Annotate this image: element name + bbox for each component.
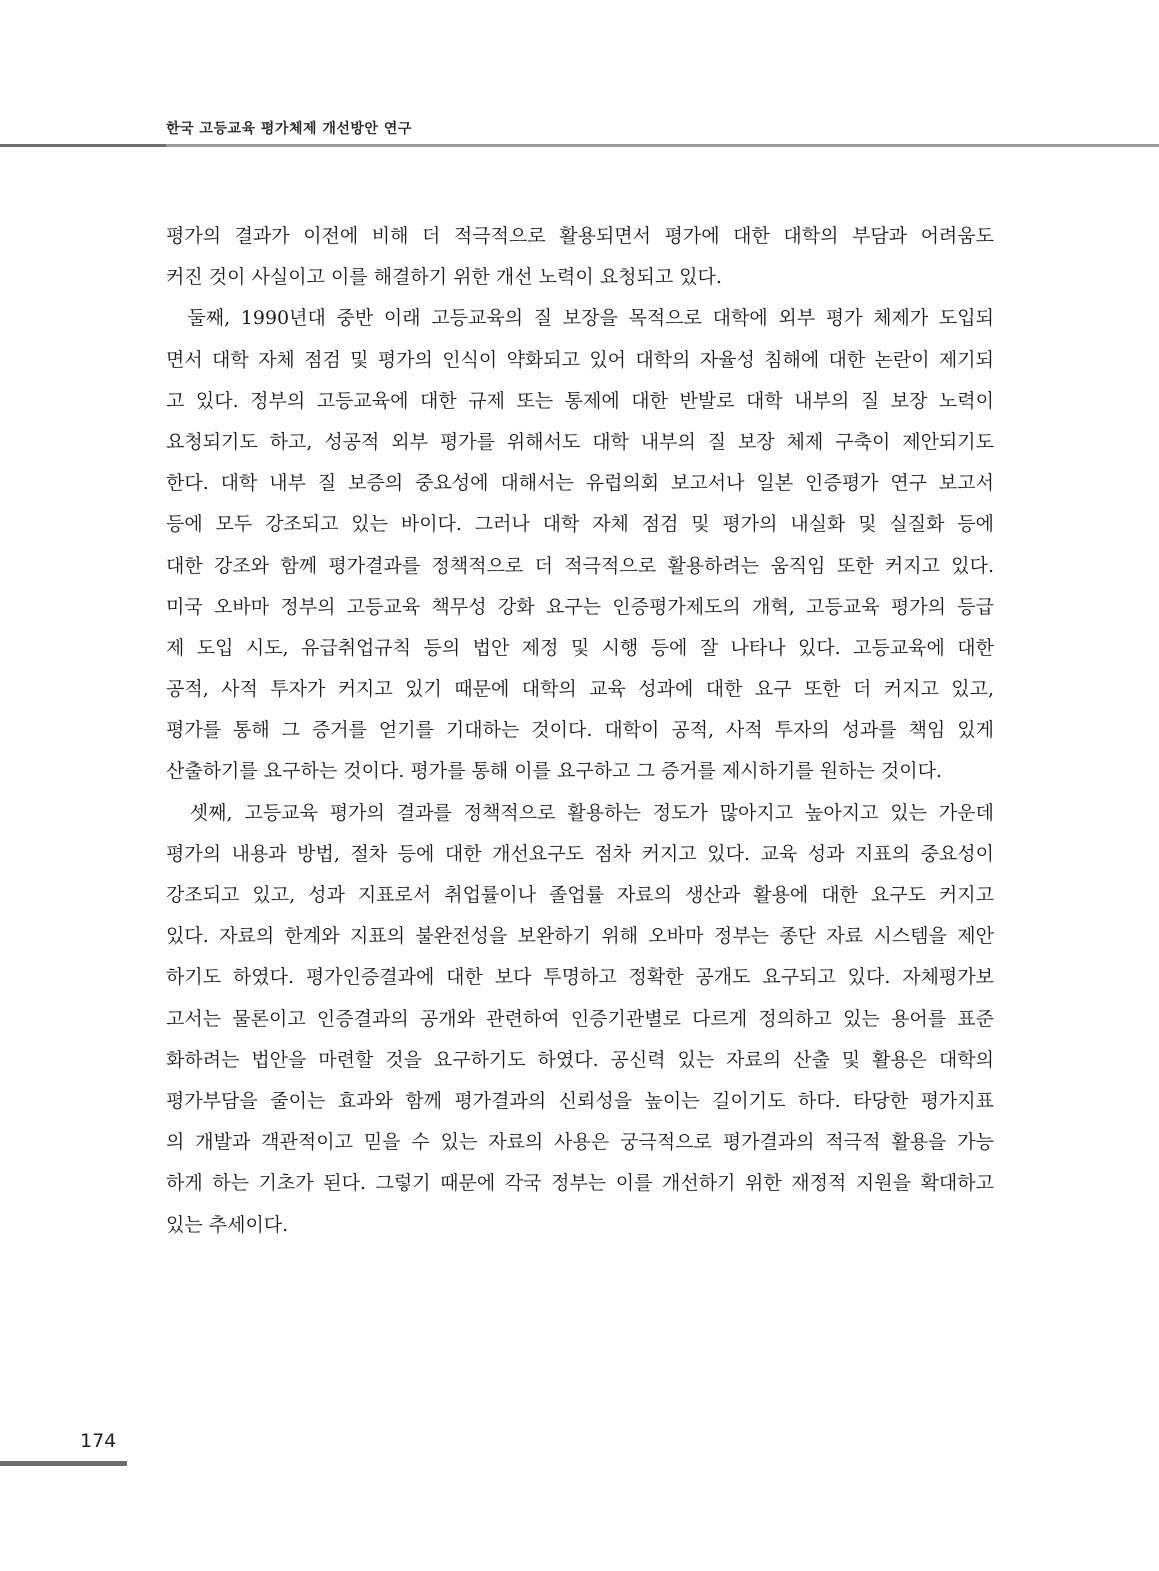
header-rule-accent: [0, 144, 166, 147]
body-text: [166, 216, 994, 1246]
text-line: 평가부담을 줄이는 효과와 함께 평가결과의 신뢰성을 높이는 길이기도 하다. 타당한 평가지표: [166, 1089, 994, 1112]
header-rule: [0, 144, 1159, 147]
text-line: 평가를 통해 그 증거를 얻기를 기대하는 것이다. 대학이 공적, 사적 투자의 성과를 책임 있게: [166, 719, 994, 742]
text-line: 고서는 물론이고 인증결과의 공개와 관련하여 인증기관별로 다르게 정의하고 있는 용어를 표준: [166, 1007, 994, 1030]
text-line: 의 개발과 객관적이고 믿을 수 있는 자료의 사용은 궁극적으로 평가결과의 적극적 활용을 가능: [166, 1131, 994, 1154]
text-line: 하게 하는 기초가 된다. 그렇기 때문에 각국 정부는 이를 개선하기 위한 재정적 지원을 확대하고: [166, 1172, 994, 1195]
text-line: 산출하기를 요구하는 것이다. 평가를 통해 이를 요구하고 그 증거를 제시하기를 원하는 것이다.: [166, 760, 942, 783]
text-line: 하기도 하였다. 평가인증결과에 대한 보다 투명하고 정확한 공개도 요구되고 있다. 자체평가보: [166, 966, 994, 989]
text-line: 평가의 내용과 방법, 절차 등에 대한 개선요구도 점차 커지고 있다. 교육 성과 지표의 중요성이: [166, 842, 994, 865]
footer-rule: [0, 1461, 127, 1466]
text-line: 면서 대학 자체 점검 및 평가의 인식이 약화되고 있어 대학의 자율성 침해에 대한 논란이 제기되: [166, 348, 994, 371]
text-line: 한다. 대학 내부 질 보증의 중요성에 대해서는 유럽의회 보고서나 일본 인증평가 연구 보고서: [166, 472, 994, 495]
text-line: 화하려는 법안을 마련할 것을 요구하기도 하였다. 공신력 있는 자료의 산출 및 활용은 대학의: [166, 1048, 994, 1071]
text-line: 등에 모두 강조되고 있는 바이다. 그러나 대학 자체 점검 및 평가의 내실화 및 실질화 등에: [166, 513, 994, 536]
text-line: 대한 강조와 함께 평가결과를 정책적으로 더 적극적으로 활용하려는 움직임 또한 커지고 있다.: [166, 554, 994, 577]
running-header: 한국 고등교육 평가체제 개선방안 연구: [166, 121, 412, 137]
text-line: 고 있다. 정부의 고등교육에 대한 규제 또는 통제에 대한 반발로 대학 내부의 질 보장 노력이: [166, 389, 994, 412]
text-line: 제 도입 시도, 유급취업규칙 등의 법안 제정 및 시행 등에 잘 나타나 있다. 고등교육에 대한: [166, 636, 994, 659]
text-line: 있다. 자료의 한계와 지표의 불완전성을 보완하기 위해 오바마 정부는 종단 자료 시스템을 제안: [166, 925, 994, 948]
text-line: 요청되기도 하고, 성공적 외부 평가를 위해서도 대학 내부의 질 보장 체제 구축이 제안되기도: [166, 430, 994, 453]
text-line: 커진 것이 사실이고 이를 해결하기 위한 개선 노력이 요청되고 있다.: [166, 266, 722, 289]
text-line: 있는 추세이다.: [166, 1213, 289, 1236]
text-line: 강조되고 있고, 성과 지표로서 취업률이나 졸업률 자료의 생산과 활용에 대한 요구도 커지고: [166, 884, 994, 906]
text-line: 평가의 결과가 이전에 비해 더 적극적으로 활용되면서 평가에 대한 대학의 부담과 어려움도: [166, 225, 994, 247]
text-line: 둘째, 1990년대 중반 이래 고등교육의 질 보장을 목적으로 대학에 외부 평가 체제가 도입되: [166, 307, 994, 330]
text-line: 셋째, 고등교육 평가의 결과를 정책적으로 활용하는 정도가 많아지고 높아지고 있는 가운데: [166, 801, 994, 824]
page-number: 174: [80, 1430, 117, 1452]
text-line: 공적, 사적 투자가 커지고 있기 때문에 대학의 교육 성과에 대한 요구 또한 더 커지고 있고,: [166, 678, 994, 701]
text-line: 미국 오바마 정부의 고등교육 책무성 강화 요구는 인증평가제도의 개혁, 고등교육 평가의 등급: [166, 595, 994, 618]
